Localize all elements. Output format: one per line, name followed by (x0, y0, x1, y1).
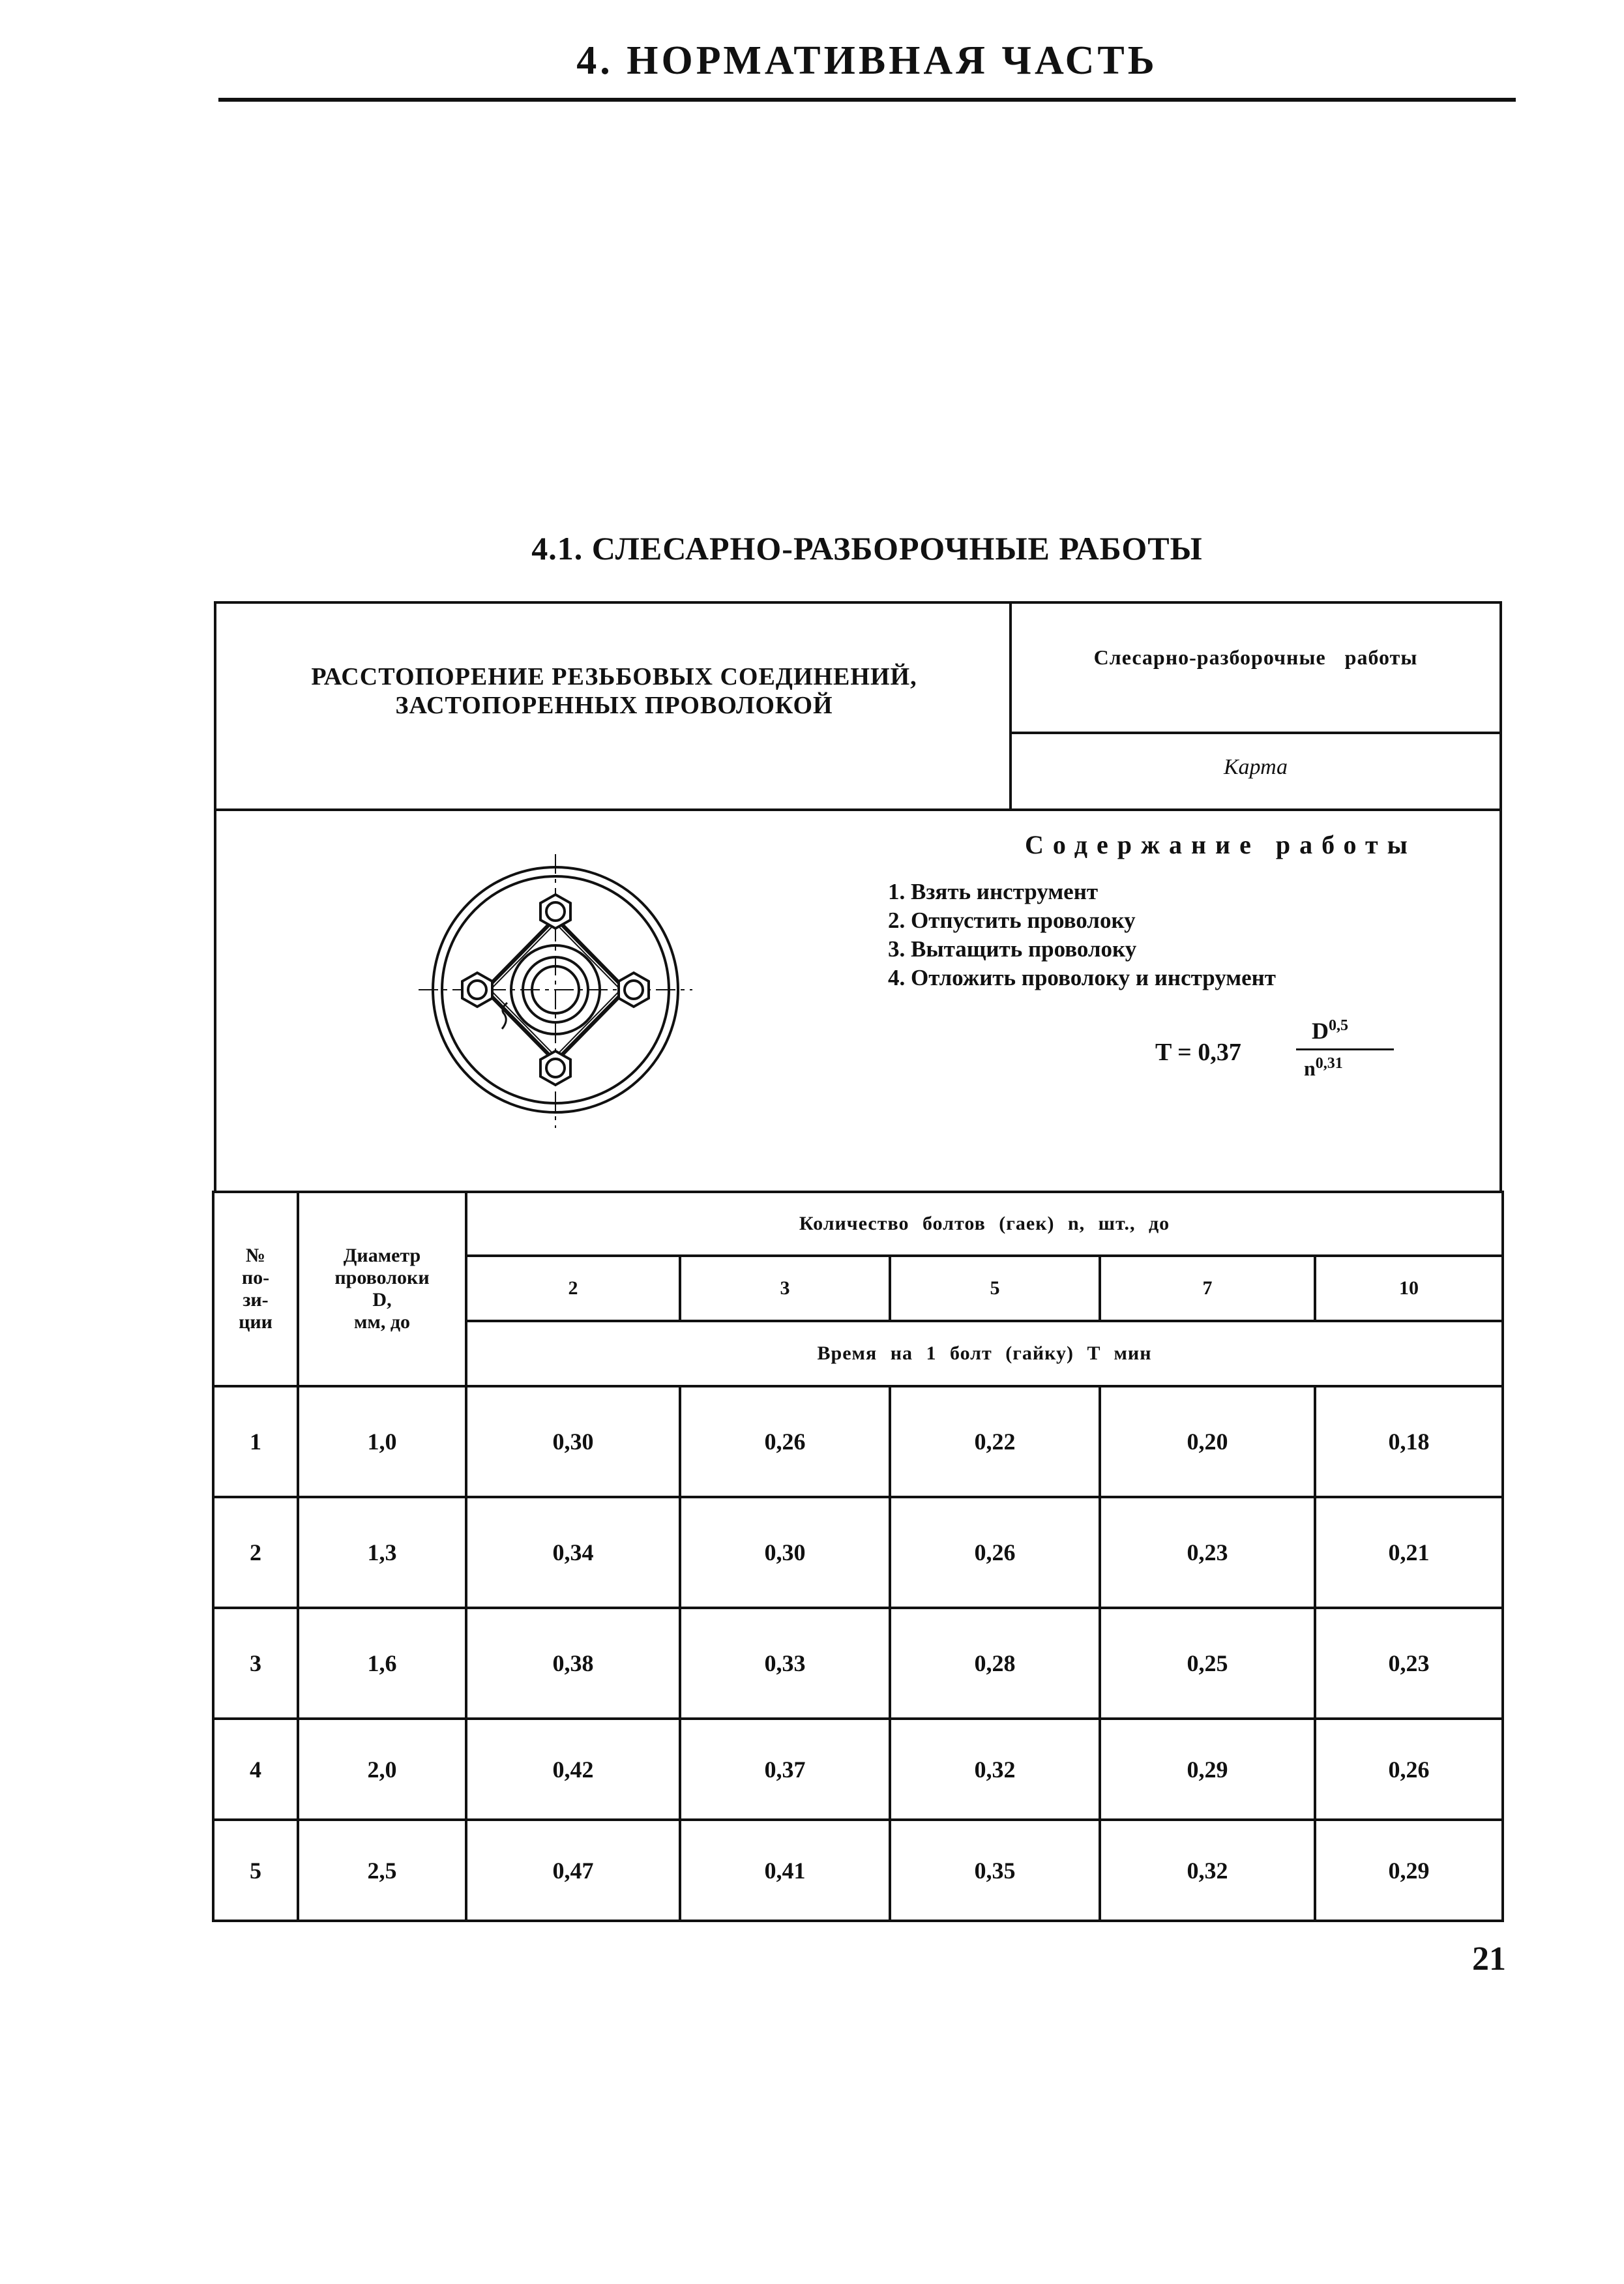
work-step: 1. Взять инструмент (888, 879, 1099, 904)
cell-position: 3 (213, 1608, 298, 1719)
cell-time: 0,42 (466, 1719, 680, 1820)
card-title-line-2: ЗАСТОПОРЕННЫХ ПРОВОЛОКОЙ (395, 692, 833, 719)
n-value-header: 2 (466, 1256, 680, 1321)
cell-time: 0,30 (680, 1497, 890, 1608)
card-header (214, 601, 1502, 811)
work-content-block (214, 808, 1502, 1193)
formula-denominator-exponent: 0,31 (1315, 1055, 1343, 1072)
formula-numerator (1312, 1017, 1348, 1045)
cell-position: 2 (213, 1497, 298, 1608)
cell-time: 0,18 (1315, 1386, 1503, 1497)
page-header-title: 4. НОРМАТИВНАЯ ЧАСТЬ (576, 38, 1158, 83)
content-heading: Содержание работы (1025, 830, 1417, 859)
cell-time: 0,20 (1100, 1386, 1315, 1497)
card-title (229, 662, 999, 720)
cell-position: 1 (213, 1386, 298, 1497)
cell-time: 0,32 (1100, 1820, 1315, 1921)
header-line: проволоки (334, 1267, 430, 1288)
header-line: по- (241, 1267, 270, 1288)
card-title-line-1: РАССТОПОРЕНИЕ РЕЗЬБОВЫХ СОЕДИНЕНИЙ, (311, 663, 917, 690)
cell-time: 0,29 (1315, 1820, 1503, 1921)
header-line: № (245, 1245, 266, 1266)
work-step: 3. Вытащить проволоку (888, 936, 1137, 962)
page-number: 21 (1472, 1940, 1506, 1978)
header-line: ции (239, 1311, 273, 1333)
bolt-icon (540, 895, 570, 928)
flange-drawing (419, 854, 692, 1128)
card-divider-horizontal (1009, 732, 1499, 734)
header-line: D, (372, 1289, 392, 1311)
formula-lhs: T = 0,37 (1155, 1039, 1241, 1066)
cell-time: 0,21 (1315, 1497, 1503, 1608)
norms-table (212, 1191, 1504, 1922)
cell-time: 0,26 (1315, 1719, 1503, 1820)
column-header-diameter (298, 1192, 466, 1386)
cell-time: 0,35 (890, 1820, 1100, 1921)
header-line: зи- (243, 1289, 269, 1311)
cell-diameter: 2,0 (298, 1719, 466, 1820)
work-step: 4. Отложить проволоку и инструмент (888, 965, 1276, 990)
formula-denominator (1304, 1055, 1343, 1081)
cell-time: 0,28 (890, 1608, 1100, 1719)
formula-numerator-exponent: 0,5 (1329, 1017, 1348, 1034)
column-header-position (213, 1192, 298, 1386)
time-formula (1155, 1017, 1429, 1089)
cell-diameter: 1,6 (298, 1608, 466, 1719)
cell-time: 0,37 (680, 1719, 890, 1820)
n-value-header: 3 (680, 1256, 890, 1321)
work-steps-list (888, 878, 1276, 992)
bolt-count-group-header: Количество болтов (гаек) n, шт., до (466, 1192, 1503, 1256)
bolt-icon (462, 973, 492, 1007)
section-title: 4.1. СЛЕСАРНО-РАЗБОРОЧНЫЕ РАБОТЫ (531, 530, 1203, 567)
bolt-icon (540, 1051, 570, 1085)
cell-diameter: 2,5 (298, 1820, 466, 1921)
header-line: мм, до (353, 1311, 411, 1333)
cell-diameter: 1,3 (298, 1497, 466, 1608)
cell-time: 0,29 (1100, 1719, 1315, 1820)
card-type: Карта (1223, 755, 1288, 779)
header-line: Диаметр (343, 1245, 421, 1266)
cell-position: 4 (213, 1719, 298, 1820)
cell-diameter: 1,0 (298, 1386, 466, 1497)
cell-time: 0,30 (466, 1386, 680, 1497)
cell-time: 0,47 (466, 1820, 680, 1921)
cell-time: 0,41 (680, 1820, 890, 1921)
card-category: Слесарно-разборочные работы (1093, 645, 1418, 669)
n-value-header: 10 (1315, 1256, 1503, 1321)
cell-time: 0,38 (466, 1608, 680, 1719)
card-divider-vertical (1009, 604, 1012, 808)
n-value-header: 7 (1100, 1256, 1315, 1321)
cell-time: 0,25 (1100, 1608, 1315, 1719)
cell-time: 0,26 (680, 1386, 890, 1497)
n-value-header: 5 (890, 1256, 1100, 1321)
cell-time: 0,33 (680, 1608, 890, 1719)
work-step: 2. Отпустить проволоку (888, 908, 1136, 933)
formula-denominator-base: n (1304, 1056, 1316, 1080)
cell-position: 5 (213, 1820, 298, 1921)
bolt-icon (619, 973, 649, 1007)
cell-time: 0,22 (890, 1386, 1100, 1497)
formula-fraction-bar (1296, 1048, 1394, 1050)
cell-time: 0,34 (466, 1497, 680, 1608)
header-rule (218, 98, 1516, 102)
time-per-bolt-header: Время на 1 болт (гайку) T мин (466, 1321, 1503, 1386)
cell-time: 0,23 (1315, 1608, 1503, 1719)
formula-numerator-base: D (1312, 1018, 1329, 1044)
cell-time: 0,23 (1100, 1497, 1315, 1608)
cell-time: 0,26 (890, 1497, 1100, 1608)
cell-time: 0,32 (890, 1719, 1100, 1820)
